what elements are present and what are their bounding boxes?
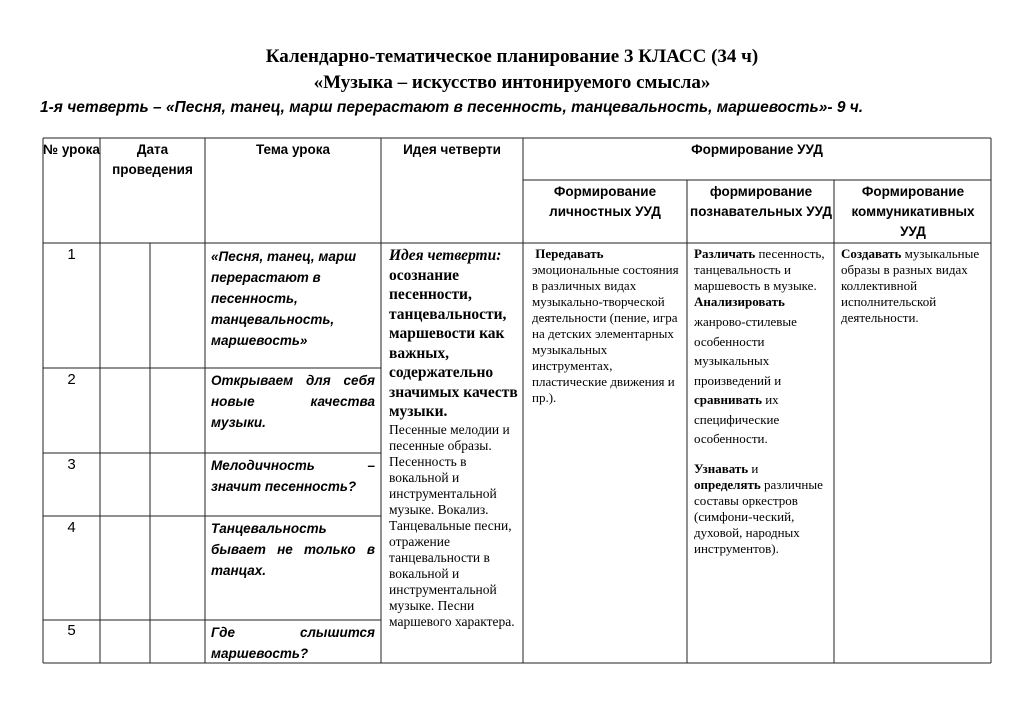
header-communicative-uud: Формирование коммуникативных УУД	[851, 184, 975, 239]
personal-uud-text: эмоциональные состояния в различных видах музыкально-творческой деятельности (пение, игра на детских элементарных музыкальных инструментах, пластические движения и пр.).	[532, 262, 679, 405]
communicative-uud-text: музыкальные образы в разных видах коллективной исполнительской деятельности.	[841, 246, 980, 325]
cognitive-and: и	[751, 460, 759, 476]
header-idea: Идея четверти	[403, 142, 501, 157]
header-personal-uud: Формирование личностных УУД	[549, 184, 661, 219]
personal-uud-verb: Передавать	[535, 246, 604, 261]
header-cognitive-uud: формирование познавательных УУД	[690, 184, 832, 219]
lesson-topic: Мелодичность – значит песенность?	[211, 458, 375, 494]
cognitive-text-analyze: жанрово-стилевые особенности музыкальных произведений и	[694, 314, 797, 388]
lesson-topic: «Песня, танец, марш перерастают в песенность, танцевальность, маршевость»	[211, 249, 357, 348]
lesson-number: 5	[67, 622, 76, 639]
lesson-topic: Танцевальность бывает не только в танцах.	[211, 521, 375, 578]
cognitive-verb-compare: сравнивать	[694, 392, 762, 407]
lesson-number: 4	[67, 519, 76, 536]
header-date: Дата проведения	[112, 142, 193, 177]
lesson-number: 3	[67, 456, 76, 473]
header-lesson-number: № урока	[43, 142, 100, 157]
document-subtitle: «Музыка – искусство интонируемого смысла»	[313, 72, 711, 93]
cognitive-text-orchestras: различные составы оркестров (симфони-ческий, духовой, народных инструментов).	[694, 476, 823, 556]
lesson-number: 2	[67, 371, 76, 388]
communicative-uud-content	[841, 246, 986, 326]
communicative-uud-verb: Создавать	[841, 246, 902, 261]
lesson-topic: Где слышится маршевость?	[211, 625, 375, 661]
header-uud: Формирование УУД	[691, 142, 823, 157]
lesson-number: 1	[67, 246, 76, 263]
quarter-heading: 1-я четверть – «Песня, танец, марш перерастают в песенность, танцевальность, маршевость»- 9 ч.	[40, 99, 864, 116]
document-title: Календарно-тематическое планирование 3 КЛАСС (34 ч)	[265, 46, 759, 67]
quarter-idea-details: Песенные мелодии и песенные образы. Песенность в вокальной и инструментальной музыке. Вокализ. Танцевальные песни, отражение танцевальности в вокальной и инструментальной музыке. Песни маршевого характера.	[389, 421, 515, 629]
personal-uud-content	[532, 246, 685, 406]
cognitive-verb-recognize: Узнавать	[694, 460, 749, 476]
quarter-idea-label: Идея четверти:	[389, 247, 502, 264]
cognitive-verb-identify: определять	[694, 476, 761, 492]
cognitive-verb-distinguish: Различать	[694, 246, 756, 261]
cognitive-text-compare: их специфические особенности.	[694, 392, 780, 446]
cognitive-text-distinguish: песенность, танцевальность и маршевость в музыке.	[694, 246, 825, 293]
lesson-topic: Открываем для себя новые качества музыки.	[211, 373, 375, 430]
cognitive-verb-analyze: Анализировать	[694, 294, 785, 309]
quarter-idea	[389, 246, 521, 630]
quarter-idea-main: осознание песенности, танцевальности, маршевости как важных, содержательно значимых качеств музыки.	[389, 266, 518, 420]
cognitive-uud-content	[694, 246, 826, 557]
header-topic: Тема урока	[255, 142, 331, 157]
